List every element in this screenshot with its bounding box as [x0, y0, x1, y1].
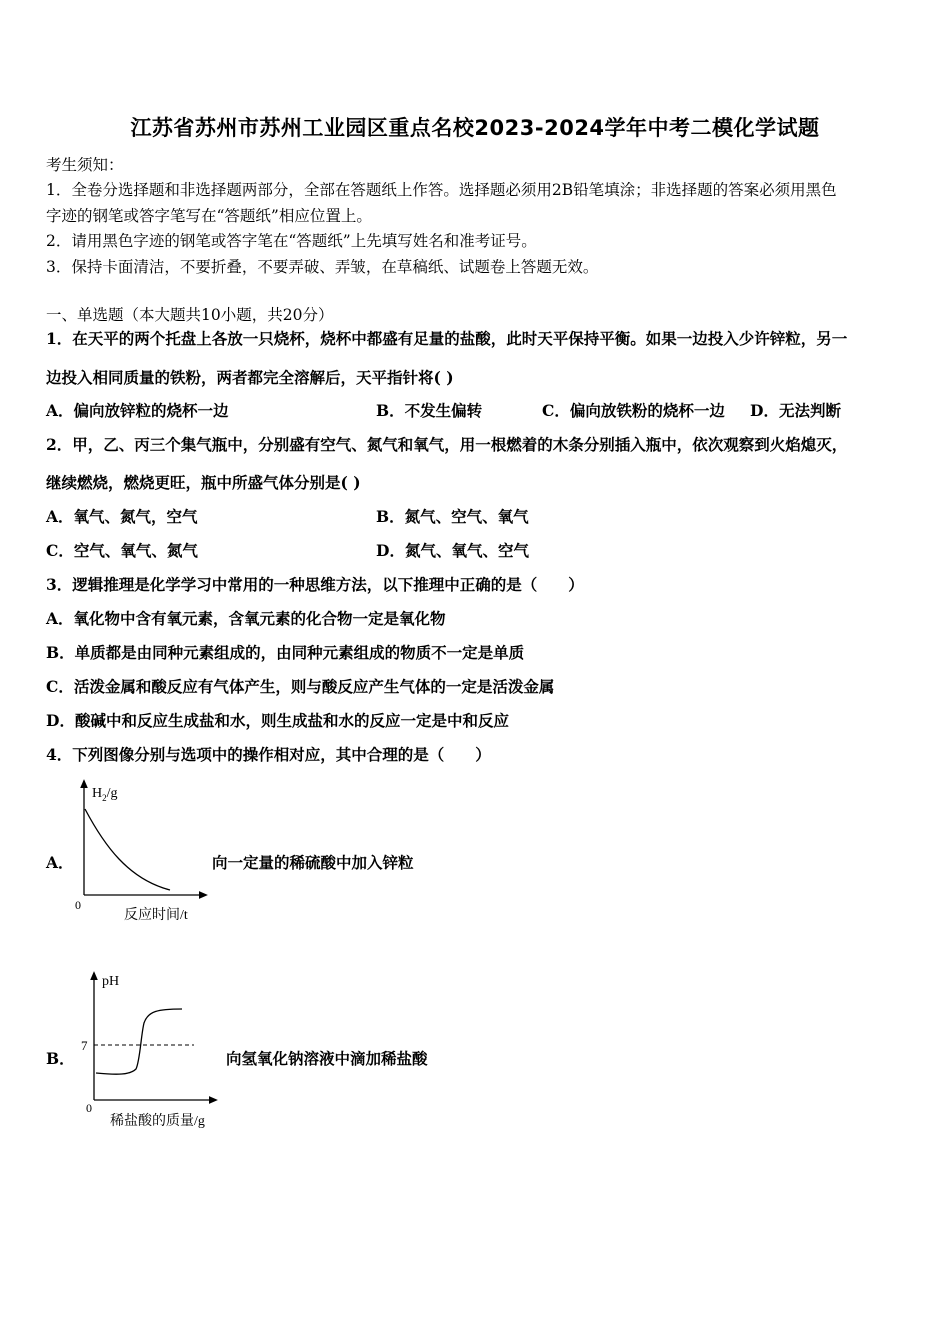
q2-option-c: C．空气、氧气、氮气: [46, 541, 198, 560]
q3-stem: 3．逻辑推理是化学学习中常用的一种思维方法，以下推理中正确的是（ ）: [46, 575, 584, 594]
x-axis-label: 稀盐酸的质量/g: [110, 1114, 205, 1129]
q2-option-b: B．氮气、空气、氧气: [376, 507, 529, 526]
q1-option-d: D．无法判断: [750, 401, 841, 420]
h2-curve: [85, 809, 170, 890]
notice-heading: 考生须知：: [46, 156, 124, 174]
q1-stem-line1: 1．在天平的两个托盘上各放一只烧杯，烧杯中都盛有足量的盐酸，此时天平保持平衡。如果一边投入少许锌粒，另一: [46, 329, 848, 348]
ph-curve: [96, 1009, 182, 1074]
page-title: 江苏省苏州市苏州工业园区重点名校2023-2024学年中考二模化学试题: [130, 116, 820, 140]
q4-option-b-label: B．: [46, 1049, 75, 1068]
q2-stem-line2: 继续燃烧，燃烧更旺，瓶中所盛气体分别是( ): [46, 473, 361, 492]
q4-option-b-desc: 向氢氧化钠溶液中滴加稀盐酸: [226, 1049, 428, 1068]
x-axis-label: 反应时间/t: [124, 908, 188, 923]
q3-option-d: D．酸碱中和反应生成盐和水，则生成盐和水的反应一定是中和反应: [46, 711, 509, 730]
notice-item: 1．全卷分选择题和非选择题两部分，全部在答题纸上作答。选择题必须用2B铅笔填涂；非选择题的答案必须用黑色: [46, 181, 837, 199]
q4-graph-a: [66, 775, 216, 925]
q4-option-a-desc: 向一定量的稀硫酸中加入锌粒: [212, 853, 414, 872]
section-heading: 一、单选题（本大题共10小题，共20分）: [46, 306, 334, 324]
q2-option-d: D．氮气、氧气、空气: [376, 541, 529, 560]
q2-option-a: A．氧气、氮气，空气: [46, 507, 198, 526]
q2-stem-line1: 2．甲，乙、丙三个集气瓶中，分别盛有空气、氮气和氧气，用一根燃着的木条分别插入瓶中，依次观察到火焰熄灭，: [46, 435, 848, 454]
q4-graph-b: [72, 965, 232, 1130]
origin-label: 0: [75, 898, 81, 912]
q3-option-b: B．单质都是由同种元素组成的，由同种元素组成的物质不一定是单质: [46, 643, 525, 662]
q3-option-a: A．氧化物中含有氧元素，含氧元素的化合物一定是氧化物: [46, 609, 446, 628]
q1-stem-line2: 边投入相同质量的铁粉，两者都完全溶解后，天平指针将( ): [46, 368, 454, 387]
q1-option-b: B．不发生偏转: [376, 401, 483, 420]
q4-stem: 4．下列图像分别与选项中的操作相对应，其中合理的是（ ）: [46, 745, 491, 764]
notice-item: 3．保持卡面清洁，不要折叠，不要弄破、弄皱，在草稿纸、试题卷上答题无效。: [46, 258, 599, 276]
q1-option-c: C．偏向放铁粉的烧杯一边: [542, 401, 725, 420]
y-axis-label: $H_2/g$: [92, 786, 118, 803]
ph7-tick-label: 7: [81, 1038, 88, 1053]
notice-item: 2．请用黑色字迹的钢笔或答字笔在“答题纸”上先填写姓名和准考证号。: [46, 232, 537, 250]
origin-label: 0: [86, 1101, 92, 1115]
q1-option-a: A．偏向放锌粒的烧杯一边: [46, 401, 229, 420]
notice-item: 字迹的钢笔或答字笔写在“答题纸”相应位置上。: [46, 207, 372, 225]
q3-option-c: C．活泼金属和酸反应有气体产生，则与酸反应产生气体的一定是活泼金属: [46, 677, 555, 696]
q4-option-a-label: A．: [46, 853, 74, 872]
y-axis-label: pH: [102, 974, 120, 989]
